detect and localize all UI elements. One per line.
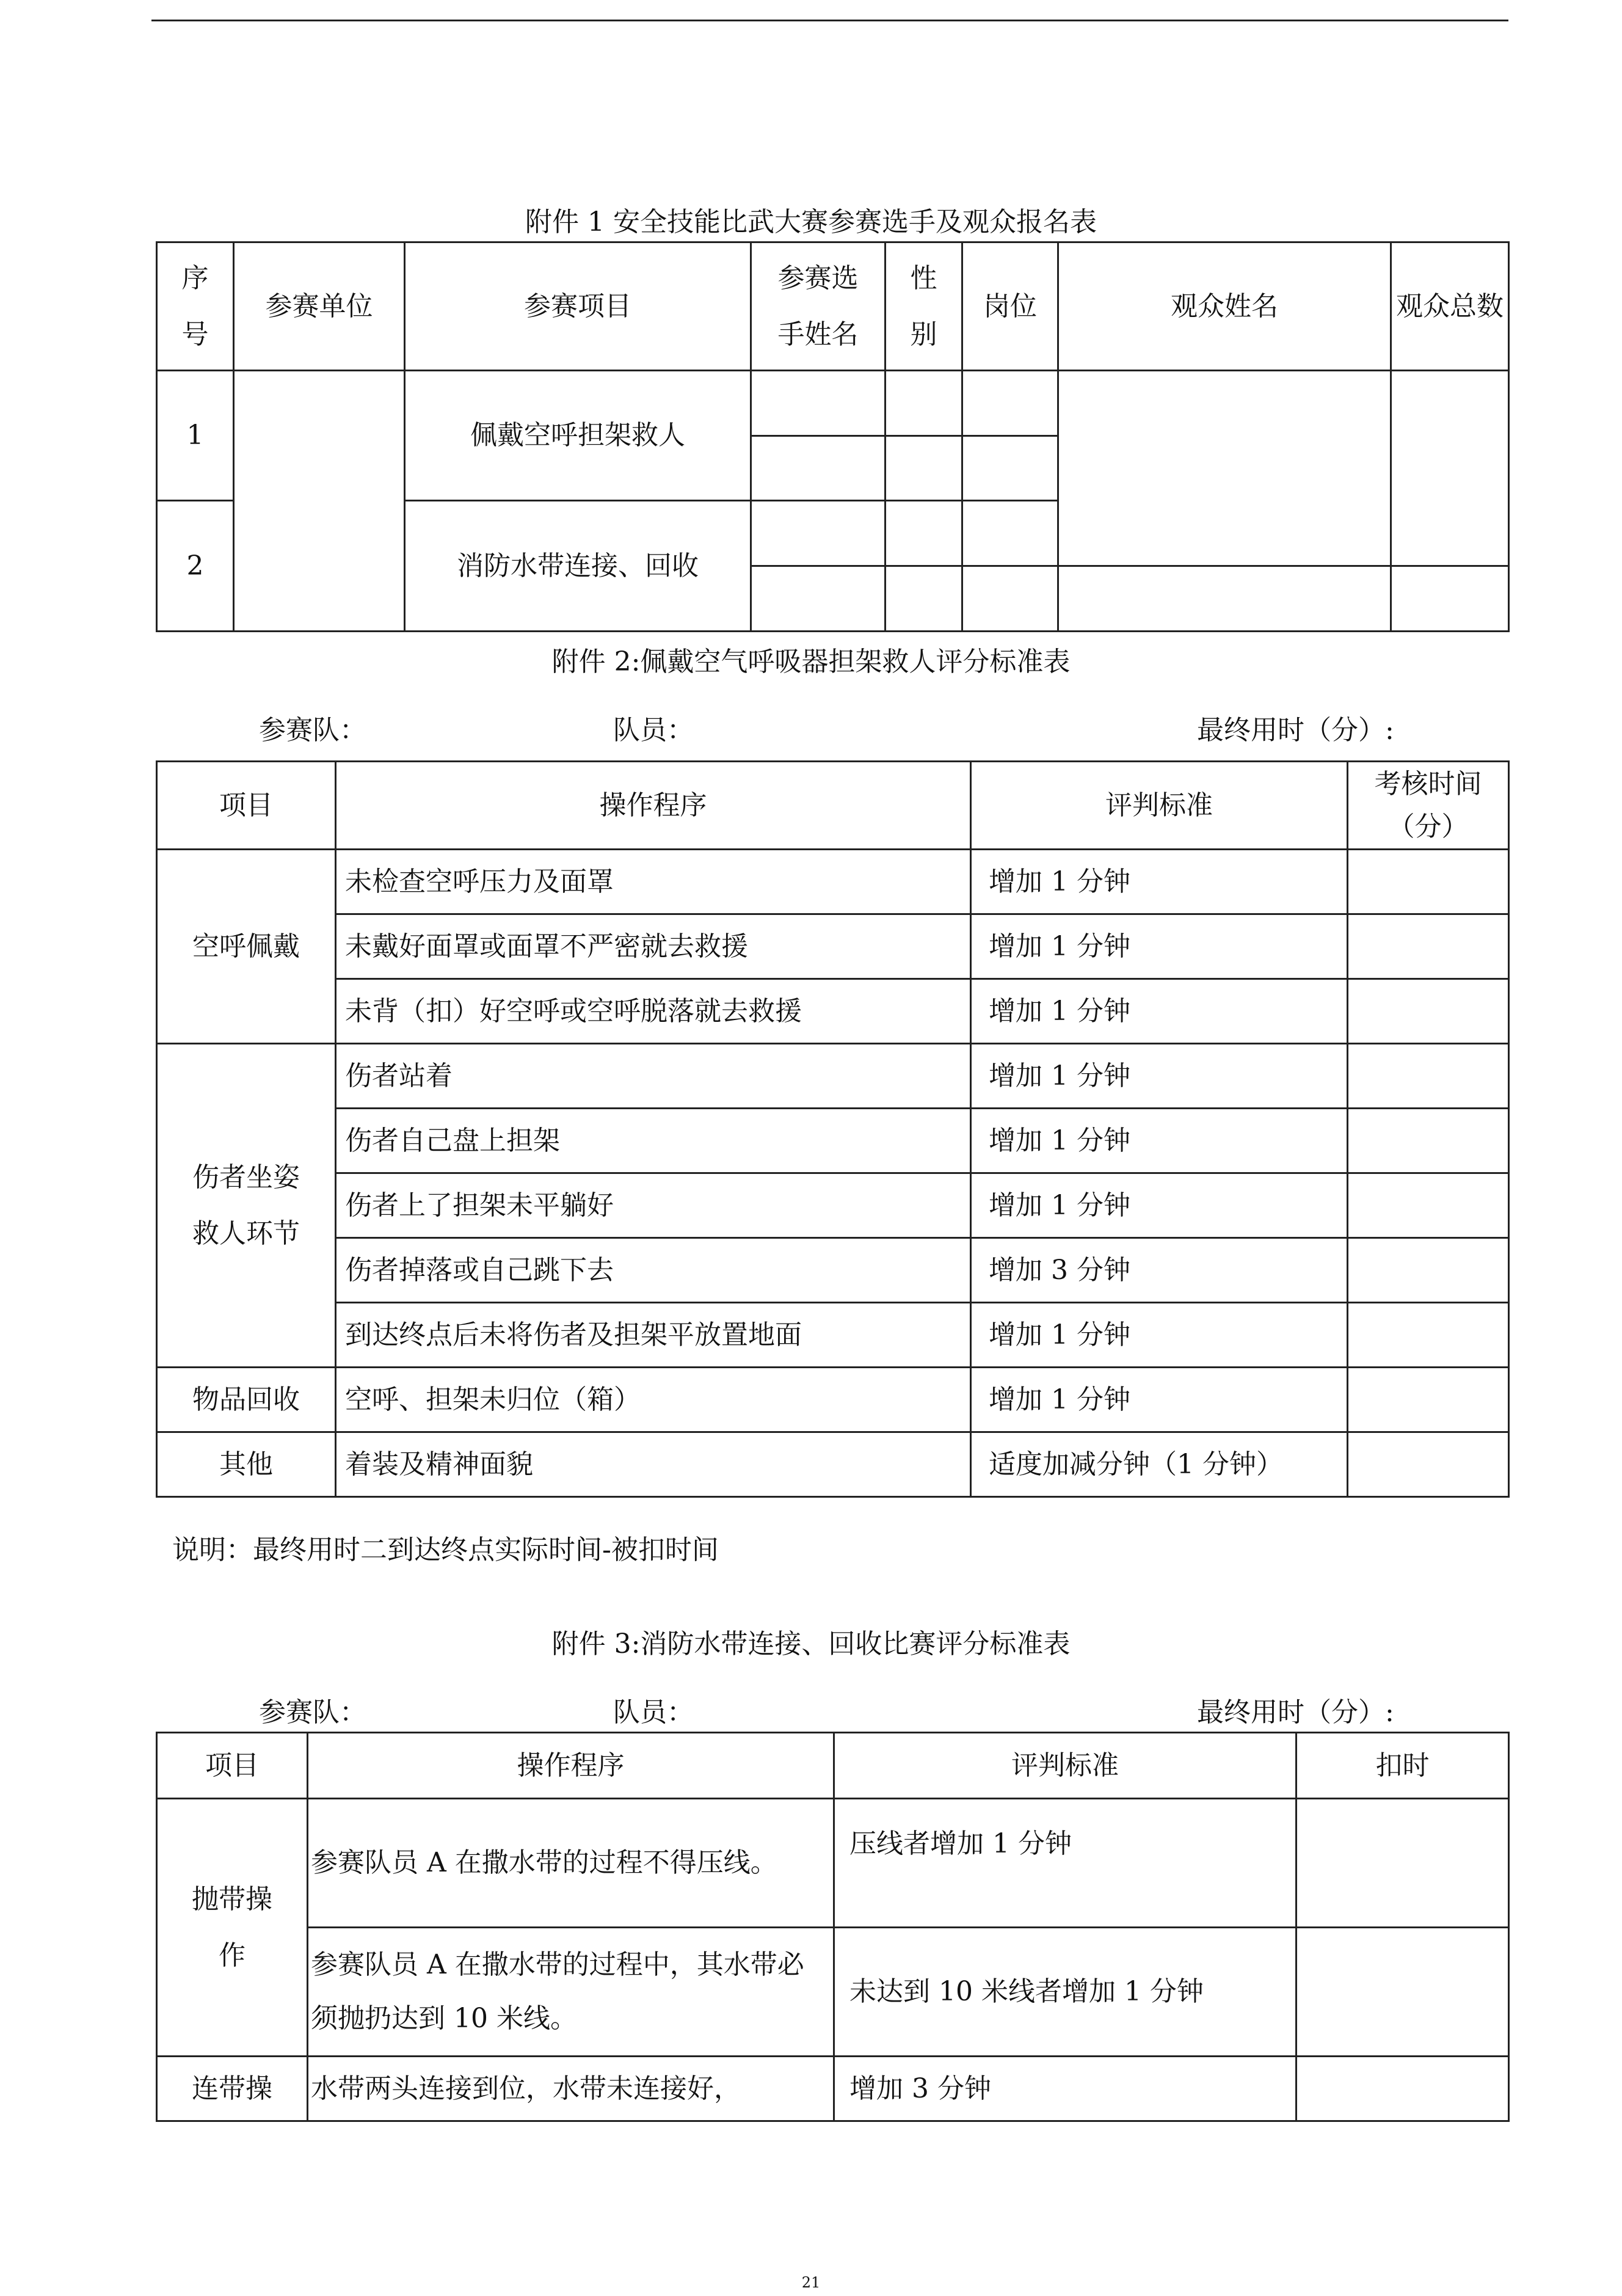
registration-table	[156, 241, 1510, 632]
table-row	[157, 1044, 1509, 1109]
item-cell: 佩戴空呼担架救人	[405, 371, 751, 501]
audience-names-cell[interactable]	[1058, 371, 1391, 566]
procedure-cell: 水带两头连接到位，水带未连接好，	[308, 2057, 834, 2121]
group-cell: 伤者坐姿 救人环节	[157, 1044, 336, 1368]
name-cell[interactable]	[751, 501, 886, 566]
criteria-cell: 增加 1 分钟	[971, 979, 1348, 1044]
procedure-cell: 参赛队员 A 在撒水带的过程不得压线。	[308, 1799, 834, 1928]
header-procedure: 操作程序	[308, 1733, 834, 1799]
unit-cell[interactable]	[234, 371, 405, 632]
time-cell[interactable]	[1348, 1109, 1509, 1173]
header-gender: 性 别	[886, 242, 962, 371]
header-criteria: 评判标准	[834, 1733, 1297, 1799]
criteria-cell: 增加 1 分钟	[971, 914, 1348, 979]
team-label: 参赛队：	[259, 1697, 366, 1728]
table-row	[157, 1173, 1509, 1238]
table1-caption: 附件 1 安全技能比武大赛参赛选手及观众报名表	[525, 206, 1097, 238]
table-row	[157, 979, 1509, 1044]
seq-cell: 1	[157, 371, 234, 501]
header-procedure: 操作程序	[336, 762, 971, 850]
time-cell[interactable]	[1348, 1368, 1509, 1432]
table-row	[157, 1368, 1509, 1432]
procedure-cell: 空呼、担架未归位（箱）	[336, 1368, 971, 1432]
post-cell[interactable]	[962, 436, 1058, 501]
table-row	[157, 850, 1509, 914]
final-time-label: 最终用时（分）:	[1197, 715, 1394, 746]
table-row	[157, 2057, 1509, 2121]
hose-scoring-table	[156, 1732, 1510, 2122]
table2-caption: 附件 2:佩戴空气呼吸器担架救人评分标准表	[551, 646, 1071, 677]
time-cell[interactable]	[1348, 979, 1509, 1044]
criteria-cell: 增加 1 分钟	[971, 850, 1348, 914]
table-row	[157, 371, 1509, 436]
criteria-cell: 压线者增加 1 分钟	[834, 1799, 1297, 1928]
table-row	[157, 1238, 1509, 1303]
note-text: 说明：最终用时二到达终点实际时间-被扣时间	[172, 1534, 719, 1565]
member-label: 队员：	[613, 715, 694, 746]
name-cell[interactable]	[751, 436, 886, 501]
criteria-cell: 增加 1 分钟	[971, 1109, 1348, 1173]
criteria-cell: 未达到 10 米线者增加 1 分钟	[834, 1928, 1297, 2057]
procedure-cell: 伤者掉落或自己跳下去	[336, 1238, 971, 1303]
time-cell[interactable]	[1348, 1238, 1509, 1303]
gender-cell[interactable]	[886, 371, 962, 436]
table-header-row	[157, 762, 1509, 850]
time-cell[interactable]	[1348, 1044, 1509, 1109]
post-cell[interactable]	[962, 371, 1058, 436]
criteria-cell: 增加 1 分钟	[971, 1368, 1348, 1432]
header-item: 项目	[157, 762, 336, 850]
procedure-cell: 到达终点后未将伤者及担架平放置地面	[336, 1303, 971, 1368]
final-time-label: 最终用时（分）:	[1197, 1697, 1394, 1728]
header-deduct-time: 扣时	[1297, 1733, 1509, 1799]
criteria-cell: 增加 1 分钟	[971, 1173, 1348, 1238]
audience-names-cell[interactable]	[1058, 566, 1391, 632]
gender-cell[interactable]	[886, 436, 962, 501]
header-criteria: 评判标准	[971, 762, 1348, 850]
group-cell: 连带操	[157, 2057, 308, 2121]
table-row	[157, 1799, 1509, 1928]
header-audience-total: 观众总数	[1391, 242, 1509, 371]
table-header-row	[157, 242, 1509, 371]
time-cell[interactable]	[1348, 1432, 1509, 1497]
criteria-cell: 增加 1 分钟	[971, 1044, 1348, 1109]
procedure-cell: 未戴好面罩或面罩不严密就去救援	[336, 914, 971, 979]
group-cell: 抛带操 作	[157, 1799, 308, 2057]
procedure-cell: 伤者上了担架未平躺好	[336, 1173, 971, 1238]
group-cell: 空呼佩戴	[157, 850, 336, 1044]
header-audience-names: 观众姓名	[1058, 242, 1391, 371]
criteria-cell: 增加 3 分钟	[971, 1238, 1348, 1303]
procedure-cell: 参赛队员 A 在撒水带的过程中，其水带必 须抛扔达到 10 米线。	[308, 1928, 834, 2057]
audience-total-cell[interactable]	[1391, 371, 1509, 566]
time-cell[interactable]	[1348, 850, 1509, 914]
name-cell[interactable]	[751, 566, 886, 632]
procedure-cell: 伤者站着	[336, 1044, 971, 1109]
header-contestant-name: 参赛选 手姓名	[751, 242, 886, 371]
deduct-cell[interactable]	[1297, 2057, 1509, 2121]
table3-caption: 附件 3:消防水带连接、回收比赛评分标准表	[551, 1628, 1071, 1660]
table-row	[157, 914, 1509, 979]
header-item: 项目	[157, 1733, 308, 1799]
group-cell: 其他	[157, 1432, 336, 1497]
criteria-cell: 适度加减分钟（1 分钟）	[971, 1432, 1348, 1497]
table-header-row	[157, 1733, 1509, 1799]
stretcher-scoring-table	[156, 760, 1510, 1498]
seq-cell: 2	[157, 501, 234, 632]
gender-cell[interactable]	[886, 501, 962, 566]
page-number: 21	[801, 2274, 821, 2291]
procedure-cell: 着装及精神面貌	[336, 1432, 971, 1497]
audience-total-cell[interactable]	[1391, 566, 1509, 632]
group-cell: 物品回收	[157, 1368, 336, 1432]
header-assessment-time: 考核时间 （分）	[1348, 762, 1509, 850]
gender-cell[interactable]	[886, 566, 962, 632]
deduct-cell[interactable]	[1297, 1799, 1509, 1928]
procedure-cell: 未背（扣）好空呼或空呼脱落就去救援	[336, 979, 971, 1044]
post-cell[interactable]	[962, 501, 1058, 566]
header-unit: 参赛单位	[234, 242, 405, 371]
criteria-cell: 增加 3 分钟	[834, 2057, 1297, 2121]
post-cell[interactable]	[962, 566, 1058, 632]
member-label: 队员：	[613, 1697, 694, 1728]
time-cell[interactable]	[1348, 914, 1509, 979]
header-post: 岗位	[962, 242, 1058, 371]
table-row	[157, 1432, 1509, 1497]
header-seq: 序 号	[157, 242, 234, 371]
table-row	[157, 1303, 1509, 1368]
criteria-cell: 增加 1 分钟	[971, 1303, 1348, 1368]
name-cell[interactable]	[751, 371, 886, 436]
header-item: 参赛项目	[405, 242, 751, 371]
procedure-cell: 伤者自己盘上担架	[336, 1109, 971, 1173]
header-rule	[151, 20, 1508, 21]
time-cell[interactable]	[1348, 1303, 1509, 1368]
team-label: 参赛队：	[259, 715, 366, 746]
procedure-cell: 未检查空呼压力及面罩	[336, 850, 971, 914]
item-cell: 消防水带连接、回收	[405, 501, 751, 632]
table-row	[157, 1109, 1509, 1173]
table-row	[157, 1928, 1509, 2057]
deduct-cell[interactable]	[1297, 1928, 1509, 2057]
time-cell[interactable]	[1348, 1173, 1509, 1238]
